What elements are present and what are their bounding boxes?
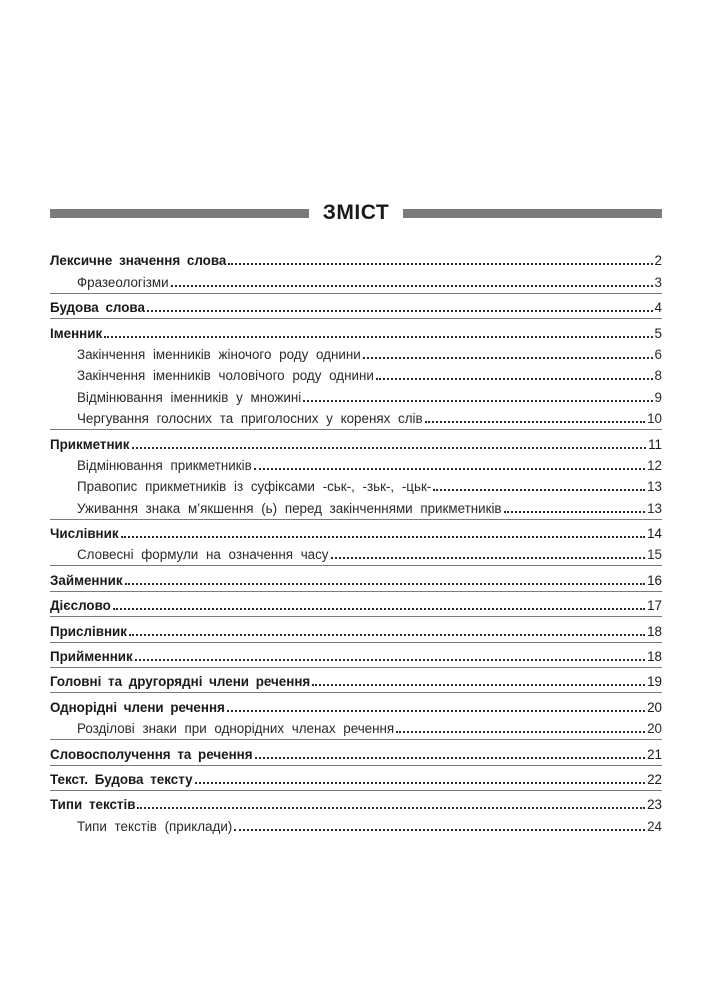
page-number: 2	[654, 253, 662, 269]
page-number: 9	[654, 389, 662, 405]
page-number: 20	[647, 721, 662, 737]
dot-leader	[234, 829, 645, 831]
toc-subentry[interactable]	[50, 384, 662, 405]
page-number: 4	[654, 300, 662, 316]
toc-subentry-label: Закінчення іменників жіночого роду однини	[77, 346, 361, 362]
toc-entry[interactable]	[50, 567, 662, 588]
toc-subentry-label: Правопис прикметників із суфіксами -ськ-, -зьк-, -цьк-	[77, 479, 432, 495]
dot-leader	[147, 310, 653, 312]
page-number: 3	[654, 274, 662, 290]
page-number: 13	[647, 479, 662, 495]
page-number: 17	[647, 598, 662, 614]
page-number: 18	[647, 649, 662, 665]
page-number: 8	[654, 368, 662, 384]
toc-entry[interactable]	[50, 593, 662, 614]
page-number: 23	[647, 797, 662, 813]
dot-leader	[125, 583, 646, 585]
toc-subentry[interactable]	[50, 453, 662, 474]
dot-leader	[363, 357, 653, 359]
dot-leader	[331, 557, 646, 559]
toc-section	[50, 740, 662, 765]
toc-section	[50, 668, 662, 693]
toc-entry[interactable]	[50, 618, 662, 639]
toc-section	[50, 247, 662, 294]
toc-subentry-label: Відмінювання прикметників	[77, 457, 252, 473]
toc-entry-label: Прислівник	[50, 623, 127, 639]
toc-entry-label: Дієслово	[50, 598, 111, 614]
dot-leader	[195, 782, 646, 784]
toc-subentry[interactable]	[50, 813, 662, 834]
toc-subentry-label: Фразеологізми	[77, 274, 169, 290]
dot-leader	[227, 710, 645, 712]
toc-entry[interactable]	[50, 669, 662, 690]
toc-subentry[interactable]	[50, 406, 662, 427]
toc-entry[interactable]	[50, 431, 662, 452]
toc-section	[50, 592, 662, 617]
toc-subentry[interactable]	[50, 716, 662, 737]
page-number: 18	[647, 623, 662, 639]
toc-entry[interactable]	[50, 644, 662, 665]
toc-section	[50, 766, 662, 791]
toc-subentry[interactable]	[50, 363, 662, 384]
page-number: 22	[647, 771, 662, 787]
toc-subentry-label: Чергування голосних та приголосних у коренях слів	[77, 411, 423, 427]
toc-subentry-label: Уживання знака м’якшення (ь) перед закінченнями прикметників	[77, 500, 502, 516]
dot-leader	[104, 336, 652, 338]
toc-section	[50, 520, 662, 567]
dot-leader	[132, 447, 647, 449]
dot-leader	[396, 731, 645, 733]
toc-entry-label: Лексичне значення слова	[50, 253, 227, 269]
toc-section	[50, 566, 662, 591]
table-of-contents	[50, 247, 662, 837]
toc-section	[50, 617, 662, 642]
title-bar-left	[50, 209, 309, 218]
toc-entry[interactable]	[50, 248, 662, 269]
toc-entry-label: Іменник	[50, 325, 103, 341]
page-number: 10	[647, 411, 662, 427]
toc-subentry-label: Відмінювання іменників у множині	[77, 389, 302, 405]
toc-entry-label: Займенник	[50, 572, 123, 588]
toc-section	[50, 791, 662, 837]
dot-leader	[228, 263, 652, 265]
dot-leader	[376, 378, 653, 380]
toc-subentry-label: Типи текстів (приклади)	[77, 818, 233, 834]
dot-leader	[121, 536, 646, 538]
toc-entry-label: Головні та другорядні члени речення	[50, 674, 311, 690]
toc-entry-label: Будова слова	[50, 300, 145, 316]
toc-section	[50, 430, 662, 520]
toc-entry[interactable]	[50, 792, 662, 813]
page-number: 20	[647, 699, 662, 715]
toc-subentry[interactable]	[50, 342, 662, 363]
toc-entry-label: Числівник	[50, 526, 119, 542]
dot-leader	[137, 807, 645, 809]
toc-entry[interactable]	[50, 320, 662, 341]
toc-entry[interactable]	[50, 295, 662, 316]
dot-leader	[135, 659, 645, 661]
dot-leader	[254, 468, 645, 470]
toc-subentry[interactable]	[50, 474, 662, 495]
toc-section	[50, 319, 662, 430]
page-number: 5	[654, 325, 662, 341]
dot-leader	[113, 608, 645, 610]
page-number: 19	[647, 674, 662, 690]
page-number: 21	[647, 746, 662, 762]
toc-entry[interactable]	[50, 767, 662, 788]
toc-subentry-label: Словесні формули на означення часу	[77, 547, 329, 563]
toc-subentry-label: Розділові знаки при однорідних членах речення	[77, 721, 395, 737]
dot-leader	[303, 400, 652, 402]
toc-header	[50, 198, 662, 228]
toc-subentry-label: Закінчення іменників чоловічого роду однини	[77, 368, 374, 384]
dot-leader	[129, 634, 645, 636]
toc-subentry[interactable]	[50, 542, 662, 563]
toc-entry[interactable]	[50, 521, 662, 542]
toc-entry-label: Прийменник	[50, 649, 133, 665]
page-number: 12	[647, 457, 662, 473]
toc-entry-label: Типи текстів	[50, 797, 136, 813]
page-number: 16	[647, 572, 662, 588]
toc-entry-label: Однорідні члени речення	[50, 699, 225, 715]
toc-section	[50, 294, 662, 319]
dot-leader	[255, 757, 646, 759]
toc-section	[50, 643, 662, 668]
dot-leader	[433, 489, 645, 491]
toc-section	[50, 693, 662, 740]
page-number: 11	[648, 436, 662, 452]
dot-leader	[312, 684, 645, 686]
page-title: ЗМІСТ	[322, 201, 390, 224]
page-number: 6	[654, 346, 662, 362]
toc-entry-label: Словосполучення та речення	[50, 746, 253, 762]
dot-leader	[171, 285, 653, 287]
toc-entry-label: Текст. Будова тексту	[50, 771, 193, 787]
dot-leader	[425, 421, 645, 423]
toc-entry[interactable]	[50, 741, 662, 762]
toc-entry[interactable]	[50, 694, 662, 715]
dot-leader	[504, 511, 646, 513]
page-number: 14	[647, 526, 662, 542]
page-number: 13	[647, 500, 662, 516]
toc-subentry[interactable]	[50, 269, 662, 290]
page-number: 15	[647, 547, 662, 563]
title-bar-right	[403, 209, 662, 218]
toc-subentry[interactable]	[50, 495, 662, 516]
page-number: 24	[647, 818, 662, 834]
toc-entry-label: Прикметник	[50, 436, 130, 452]
